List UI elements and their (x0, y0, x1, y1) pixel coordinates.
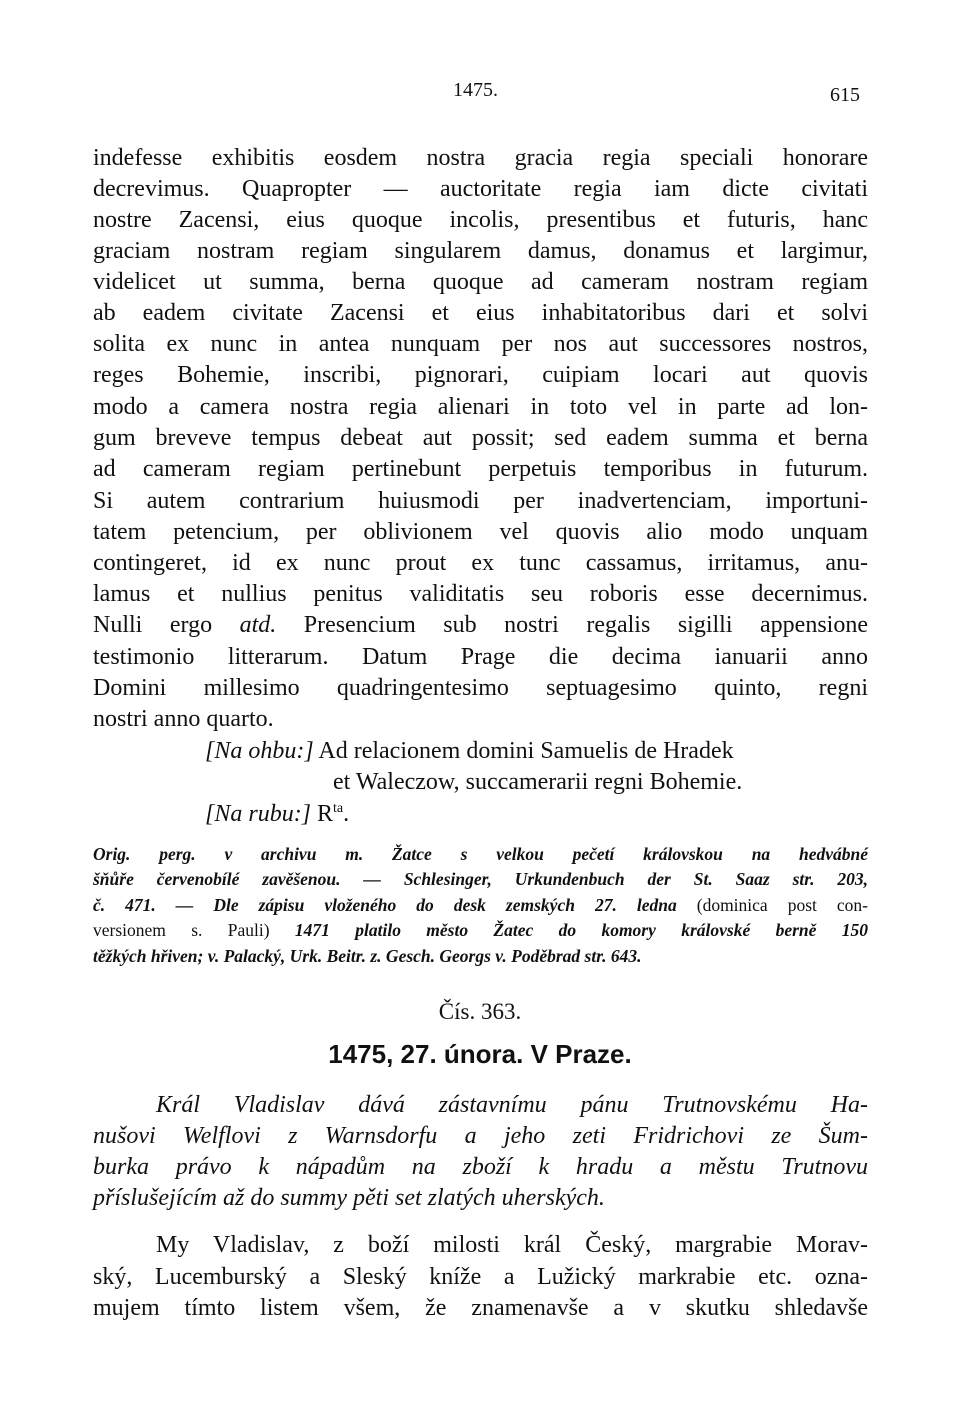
atd-abbreviation: atd. (239, 612, 277, 638)
text-span: Nulli ergo (93, 612, 240, 638)
regest-line: nušovi Welflovi z Warnsdorfu a jeho zeti Fridrichovi ze Šum- (93, 1123, 868, 1149)
ohbu-annotation-continued: et Waleczow, succamerarii regni Bohemie. (333, 769, 743, 795)
text-span: Presencium sub nostri regalis sigilli appensione (276, 612, 868, 638)
document-date-place: 1475, 27. února. V Praze. (328, 1039, 632, 1069)
text-line: tatem petencium, per oblivionem vel quovis alio modo unquam (93, 519, 868, 545)
note-line: těžkých hřiven; v. Palacký, Urk. Beitr. z. Gesch. Georgs v. Poděbrad str. 643. (93, 946, 642, 966)
text-line: contingeret, id ex nunc prout ex tunc cassamus, irritamus, anu- (93, 550, 868, 576)
text-line: gum breveve tempus debeat aut possit; sed eadem summa et berna (93, 425, 868, 451)
text-line: modo a camera nostra regia alienari in toto vel in parte ad lon- (93, 394, 868, 420)
note-line (93, 893, 868, 919)
text-line (93, 609, 868, 642)
note-line: Orig. perg. v archivu m. Žatce s velkou pečetí královskou na hedvábné (93, 844, 868, 864)
text-line: solita ex nunc in antea nunquam per nos aut successores nostros, (93, 331, 868, 357)
text-line: ad cameram regiam pertinebunt perpetuis temporibus in futurum. (93, 456, 868, 482)
text-line: nostri anno quarto. (93, 706, 274, 732)
rubu-end: . (343, 801, 350, 827)
regest-line: příslušejícím až do summy pěti set zlatých uherských. (93, 1185, 605, 1211)
note-line: šňůře červenobílé zavěšenou. — Schlesinger, Urkundenbuch der St. Saaz str. 203, (93, 869, 868, 889)
note-span: 1471 platilo město Žatec do komory královské berně 150 (294, 920, 868, 940)
text-line: My Vladislav, z boží milosti král Český, margrabie Morav- (156, 1232, 868, 1258)
text-line: testimonio litterarum. Datum Prage die decima ianuarii anno (93, 644, 868, 670)
rubu-superscript: ta (333, 801, 344, 816)
text-line: reges Bohemie, inscribi, pignorari, cuipiam locari aut quovis (93, 362, 868, 388)
note-span: č. 471. — Dle zápisu vloženého do desk zemských 27. ledna (93, 895, 677, 915)
note-span: (dominica post con- (676, 895, 868, 915)
text-line: videlicet ut summa, berna quoque ad cameram nostram regiam (93, 269, 868, 295)
running-header-year: 1475. (453, 79, 498, 101)
text-line: ský, Lucemburský a Sleský kníže a Lužický markrabie etc. ozna- (93, 1264, 868, 1290)
text-line: indefesse exhibitis eosdem nostra gracia regia speciali honorare (93, 145, 868, 171)
page-number: 615 (830, 84, 860, 106)
text-line: decrevimus. Quapropter — auctoritate regia iam dicte civitati (93, 176, 868, 202)
rubu-annotation (205, 798, 605, 831)
note-line (93, 918, 868, 944)
text-line: ab eadem civitate Zacensi et eius inhabitatoribus dari et solvi (93, 300, 868, 326)
text-line: Domini millesimo quadringentesimo septuagesimo quinto, regni (93, 675, 868, 701)
note-span: versionem s. Pauli) (93, 920, 295, 940)
ohbu-label: [Na ohbu:] (205, 738, 314, 764)
ohbu-text: Ad relacionem domini Samuelis de Hradek (318, 738, 734, 764)
rubu-label: [Na rubu:] (205, 801, 312, 827)
text-line: mujem tímto listem všem, že znamenavše a v skutku shledavše (93, 1295, 868, 1321)
ohbu-annotation (205, 735, 868, 768)
text-line: graciam nostram regiam singularem damus, donamus et largimur, (93, 238, 868, 264)
regest-line: Král Vladislav dává zástavnímu pánu Trutnovskému Ha- (156, 1092, 868, 1118)
regest-line: burka právo k nápadům na zboží k hradu a městu Trutnovu (93, 1154, 868, 1180)
text-line: Si autem contrarium huiusmodi per inadvertenciam, importuni- (93, 488, 868, 514)
text-line: nostre Zacensi, eius quoque incolis, presentibus et futuris, hanc (93, 207, 868, 233)
rubu-text: R (317, 801, 334, 827)
text-line: lamus et nullius penitus validitatis seu roboris esse decernimus. (93, 581, 868, 607)
document-number: Čís. 363. (438, 999, 522, 1024)
